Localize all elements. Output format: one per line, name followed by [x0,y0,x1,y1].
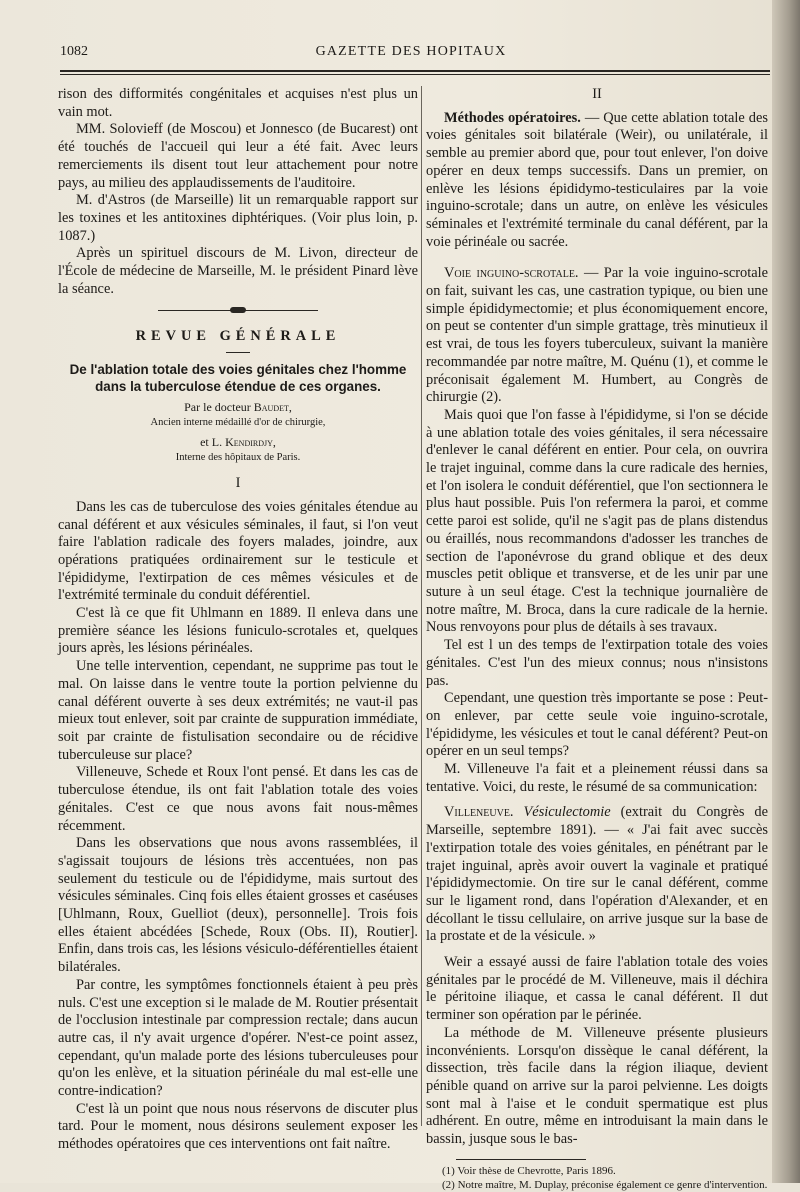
book-spine-shadow [772,0,800,1183]
section-title: REVUE GÉNÉRALE [135,328,341,345]
column-divider [421,86,422,1126]
paragraph: Une telle intervention, cependant, ne supprime pas tout le mal. On laisse dans le ventre toute la portion pelvienne du canal déférent ouverte à ses deux extrémités; ne vaut-il pas mieux tout enlever, soit par crainte de suppuration immédiate, soit par crainte de fistulisation secondaire ou de récidive tuberculeuse sur place? [58,658,418,763]
left-column [58,86,418,1154]
paragraph: Après un spirituel discours de M. Livon, directeur de l'École de médecine de Marseille, M. le président Pinard lève la séance. [58,245,418,297]
header-rule-thick [60,70,770,72]
article-title: De l'ablation totale des voies génitales chez l'homme dans la tuberculose étendue de ces organes. [69,362,407,395]
part-numeral: I [235,475,241,492]
page-header [60,42,762,64]
paragraph: Dans les observations que nous avons rassemblées, il s'agissait toujours de lésions très accentuées, non pas seulement du testicule ou de l'épididyme, mais surtout des vésicules séminales. Cinq fois elles étaient grosses et caséuses [Uhlmann, Roux, Guelliot (deux), personnelle]. Trois fois elles étaient abcédées [Schede, Roux (Obs. II), Routier]. Enfin, dans trois cas, les lésions vésiculo-déférentielles étaient bilatérales. [58,835,418,976]
author-name: Kendirdjy [225,435,273,450]
paragraph: Villeneuve. Vésiculectomie (extrait du Congrès de Marseille, septembre 1891). — « J'ai fait avec succès l'extirpation totale des voies génitales, en pénétrant par le trajet inguinal, après avoir ouvert la vaginale et pratiqué l'épididymectomie. On tire sur le canal déférent, comme sur le ligament rond, dans l'opération d'Alexander, et en décollant le tissu cellulaire, on arrive jusque sur la base de la prostate et de la vésicule. » [426,804,768,945]
paragraph: C'est là un point que nous nous réservons de discuter plus tard. Pour le moment, nous désirons seulement exposer les méthodes opératoires que ces interventions ont fait naître. [58,1100,418,1153]
paragraph: Tel est l un des temps de l'extirpation totale des voies génitales. C'est l'un des mieux connus; nous n'insistons pas. [426,637,768,689]
affiliation-1: Ancien interne médaillé d'or de chirurgie, [150,417,326,429]
paragraph: Méthodes opératoires. — Que cette ablation totale des voies génitales soit bilatérale (Weir), ou unilatérale, il semble au premier abord que, pour tout enlever, l'on doive opérer en deux temps successifs. Dans un premier, on enlève les lésions épididymo-testiculaires par la voie inguino-scrotale; dans un autre, on enlève les vésicules séminales et l'extrémité terminale du canal déférent, par la voie périnéale ou sacrée. [426,109,768,250]
paragraph: rison des difformités congénitales et acquises n'est plus un vain mot. [58,86,418,120]
run-in-heading: Voie inguino-scrotale. [444,265,579,282]
part-numeral: II [592,86,602,102]
paragraph: Mais quoi que l'on fasse à l'épididyme, si l'on se décide à une ablation totale des voies génitales, il sera nécessaire d'enlever le canal déférent en entier. Pour cela, on ouvrira le trajet inguinal, comme dans la cure radicale des hernies, et l'on isolera le conduit déférentiel, que l'on sectionnera le plus haut possible. Puis l'on refermera la paroi, et comme cette paroi est solide, qu'il ne s'agit pas de plans distendus ou éraillés, nous recommandons d'adosser les tranches de section de l'aponévrose du grand oblique et des deux muscles petit oblique et transverse, et de les unir par une suture à un seul étage. C'est la technique journalière de notre maître, M. Broca, dans la cure radicale de la hernie. Nous renvoyons pour plus de détails à ses travaux. [426,406,768,636]
footnote-rule [456,1159,586,1160]
footnote: (2) Notre maître, M. Duplay, préconise également ce genre d'intervention. [442,1178,768,1191]
title-rule [226,352,250,353]
paragraph: La méthode de M. Villeneuve présente plusieurs inconvénients. Lorsqu'on dissèque le canal déférent, la dissection, très facile dans la région iliaque, devient pénible quand on arrive sur la paroi pelvienne. Les doigts sont mal à l'aise et le conduit spermatique est plus adhérent. En outre, même en introduisant la main dans le bassin, jusque sous le bas- [426,1024,768,1148]
paragraph: C'est là ce que fit Uhlmann en 1889. Il enleva dans une première séance les lésions funiculo-scrotales et, quelques jours après, les lésions périnéales. [58,605,418,657]
paragraph: Villeneuve, Schede et Roux l'ont pensé. Et dans les cas de tuberculose étendue, ils ont fait l'ablation totale des voies génitales. C'est ce que nous avons fait nous-mêmes récemment. [58,764,418,834]
paragraph: Weir a essayé aussi de faire l'ablation totale des voies génitales par le procédé de M. Villeneuve, mais il déchira le péritoine iliaque, et cassa le canal déférent. Il dut terminer son opération par le périnée. [426,954,768,1024]
byline-author-2: et L. Kendirdjy, [200,435,276,450]
journal-title: GAZETTE DES HOPITAUX [315,44,507,59]
run-in-heading: Villeneuve. [444,804,514,821]
paragraph: MM. Solovieff (de Moscou) et Jonnesco (de Bucarest) ont été touchés de l'accueil qui leur a été fait. Avec leurs remerciements ils disent tout leur attachement pour notre pays, au milieu des applaudissements de l'auditoire. [58,121,418,191]
paragraph: Voie inguino-scrotale. — Par la voie inguino-scrotale on fait, suivant les cas, une castration typique, ou bien une simple épididymectomie; et plus économiquement encore, on peut se contenter d'un simple grattage, très minutieux il est vrai, de tous les foyers tuberculeux, suivant la manière recommandée par notre maître, M. Quénu (1), et comme le préconisait également M. Humbert, au Congrès de chirurgie (2). [426,265,768,406]
affiliation-2: Interne des hôpitaux de Paris. [175,452,301,464]
page-number: 1082 [60,44,88,59]
right-column [426,86,768,1192]
header-rule-thin [60,74,770,75]
run-in-heading: Méthodes opératoires. [444,109,581,126]
paragraph: Dans les cas de tuberculose des voies génitales étendue au canal déférent et aux vésicules séminales, il faut, si l'on veut faire l'ablation radicale des foyers malades, joindre, aux opérations pratiquées ordinairement sur le testicule et l'épididyme, l'extirpation de ces mêmes vésicules et de l'extrémité terminale du conduit déférentiel. [58,498,418,604]
paragraph: M. Villeneuve l'a fait et a pleinement réussi dans sa tentative. Voici, du reste, le résumé de sa communication: [426,761,768,795]
author-name: Baudet [253,400,289,415]
paragraph: M. d'Astros (de Marseille) lit un remarquable rapport sur les toxines et les antitoxines diphtériques. (Voir plus loin, p. 1087.) [58,192,418,244]
section-ornament [58,298,418,324]
paragraph: Cependant, une question très importante se pose : Peut-on enlever, par cette seule voie inguino-scrotale, l'épididyme, les vésicules et tout le canal déférent? Peut-on opérer en un seul temps? [426,690,768,760]
footnote: (1) Voir thèse de Chevrotte, Paris 1896. [442,1164,616,1177]
byline-author-1: Par le docteur Baudet, [184,400,292,415]
paragraph: Par contre, les symptômes fonctionnels étaient à peu près nuls. C'est une exception si le malade de M. Routier présentait de l'occlusion intestinale par compression rectale; dans aucun autre cas, il n'y avait urgence d'opérer. N'est-ce point assez, cependant, qu'un malade porte des lésions tuberculeuses pour qu'on les enlève, et la situation périnéale du mal est-elle une contre-indication? [58,976,418,1100]
